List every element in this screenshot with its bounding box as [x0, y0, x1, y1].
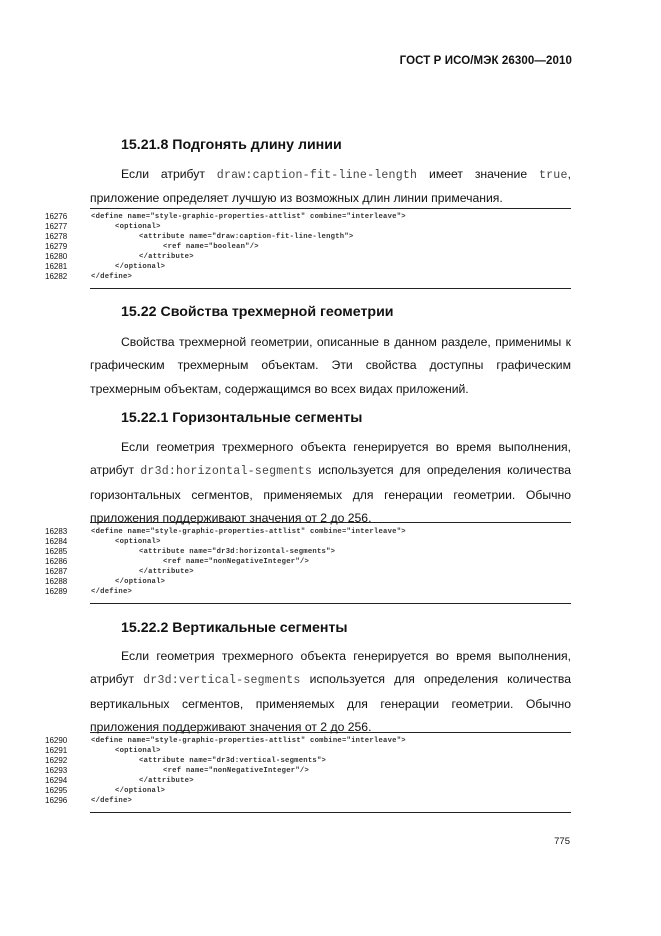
line-number: 16284 [45, 537, 68, 546]
inline-code: true [538, 169, 568, 182]
listing-top-rule [90, 732, 571, 733]
code-line: </attribute> [139, 568, 194, 576]
listing-top-rule [90, 208, 571, 209]
line-number: 16277 [45, 222, 68, 231]
line-number: 16285 [45, 547, 68, 556]
paragraph-text: Если атрибут [121, 167, 217, 181]
listing-line [0, 242, 661, 252]
section-heading-15-22-2: 15.22.2 Вертикальные сегменты [121, 620, 348, 636]
listing-line [0, 212, 661, 222]
listing-line [0, 796, 661, 806]
paragraph-text: используется для определения количества горизонтальных сегментов, применяемых для генерации геометрии. Обычно приложения поддерживают значения от 2 до 256. [90, 463, 571, 525]
listing-line [0, 252, 661, 262]
code-line: <optional> [115, 223, 161, 231]
listing-line [0, 776, 661, 786]
listing-bottom-rule [90, 288, 571, 289]
listing-line [0, 736, 661, 746]
code-line: </optional> [115, 578, 166, 586]
code-line: <ref name="boolean"/> [163, 243, 259, 251]
line-number: 16276 [45, 212, 68, 221]
code-line: <attribute name="draw:caption-fit-line-length"> [139, 233, 354, 241]
page-number: 775 [554, 836, 570, 847]
line-number: 16286 [45, 557, 68, 566]
code-line: <define name="style-graphic-properties-attlist" combine="interleave"> [91, 213, 406, 221]
inline-code: draw:caption-fit-line-length [216, 169, 418, 182]
code-line: <attribute name="dr3d:vertical-segments"> [139, 757, 327, 765]
paragraph-text: Если геометрия трехмерного объекта генерируется во время выполнения, атрибут [90, 649, 571, 687]
line-number: 16294 [45, 776, 68, 785]
line-number: 16287 [45, 567, 68, 576]
inline-code: dr3d:vertical-segments [143, 674, 301, 688]
listing-line [0, 222, 661, 232]
paragraph-text: , приложение определяет лучшую из возможных длин линии примечания. [90, 167, 571, 206]
code-line: <define name="style-graphic-properties-attlist" combine="interleave"> [91, 528, 406, 536]
section-heading-15-21-8: 15.21.8 Подгонять длину линии [121, 137, 342, 153]
listing-line [0, 232, 661, 242]
listing-line [0, 786, 661, 796]
code-line: </define> [91, 273, 133, 281]
code-listing-15-22-2 [0, 736, 661, 806]
code-line: <optional> [115, 747, 161, 755]
line-number: 16279 [45, 242, 68, 251]
line-number: 16292 [45, 756, 68, 765]
paragraph-text: имеет значение [417, 167, 539, 181]
line-number: 16293 [45, 766, 68, 775]
code-line: <optional> [115, 538, 161, 546]
code-line: </optional> [115, 787, 166, 795]
listing-line [0, 557, 661, 567]
listing-bottom-rule [90, 812, 571, 813]
section-paragraph-15-22-2 [90, 645, 571, 739]
line-number: 16295 [45, 786, 68, 795]
paragraph-text: Если геометрия трехмерного объекта генерируется во время выполнения, атрибут [90, 440, 571, 478]
section-paragraph-15-22-1 [90, 436, 571, 530]
code-line: </attribute> [139, 253, 194, 261]
section-paragraph-15-22: Свойства трехмерной геометрии, описанные в данном разделе, применимы к графическим трехмерным объектам. Эти свойства доступны графическим трехмерным объектам, содержащимся во всех видах приложений. [90, 335, 571, 396]
listing-line [0, 766, 661, 776]
line-number: 16290 [45, 736, 68, 745]
document-standard-header: ГОСТ Р ИСО/МЭК 26300—2010 [399, 55, 572, 67]
section-heading-15-22: 15.22 Свойства трехмерной геометрии [121, 304, 394, 320]
line-number: 16283 [45, 527, 68, 536]
section-paragraph-15-21-8 [90, 163, 571, 211]
listing-line [0, 527, 661, 537]
code-line: </optional> [115, 263, 166, 271]
listing-line [0, 567, 661, 577]
line-number: 16289 [45, 587, 68, 596]
code-line: </attribute> [139, 777, 194, 785]
line-number: 16282 [45, 272, 68, 281]
listing-line [0, 587, 661, 597]
listing-line [0, 746, 661, 756]
listing-line [0, 577, 661, 587]
code-line: <ref name="nonNegativeInteger"/> [163, 558, 310, 566]
code-line: <define name="style-graphic-properties-attlist" combine="interleave"> [91, 737, 406, 745]
inline-code: dr3d:horizontal-segments [140, 465, 313, 479]
listing-line [0, 272, 661, 282]
code-line: </define> [91, 797, 133, 805]
listing-bottom-rule [90, 603, 571, 604]
line-number: 16281 [45, 262, 68, 271]
code-listing-15-22-1 [0, 527, 661, 597]
line-number: 16280 [45, 252, 68, 261]
line-number: 16296 [45, 796, 68, 805]
line-number: 16278 [45, 232, 68, 241]
listing-line [0, 547, 661, 557]
line-number: 16288 [45, 577, 68, 586]
code-line: </define> [91, 588, 133, 596]
paragraph-text: используется для определения количества вертикальных сегментов, применяемых для генерации геометрии. Обычно приложения поддерживают значения от 2 до 256. [90, 672, 571, 734]
section-heading-15-22-1: 15.22.1 Горизонтальные сегменты [121, 410, 363, 426]
code-line: <ref name="nonNegativeInteger"/> [163, 767, 310, 775]
listing-top-rule [90, 522, 571, 523]
listing-line [0, 537, 661, 547]
listing-line [0, 262, 661, 272]
line-number: 16291 [45, 746, 68, 755]
code-listing-15-21-8 [0, 212, 661, 282]
listing-line [0, 756, 661, 766]
code-line: <attribute name="dr3d:horizontal-segments"> [139, 548, 336, 556]
